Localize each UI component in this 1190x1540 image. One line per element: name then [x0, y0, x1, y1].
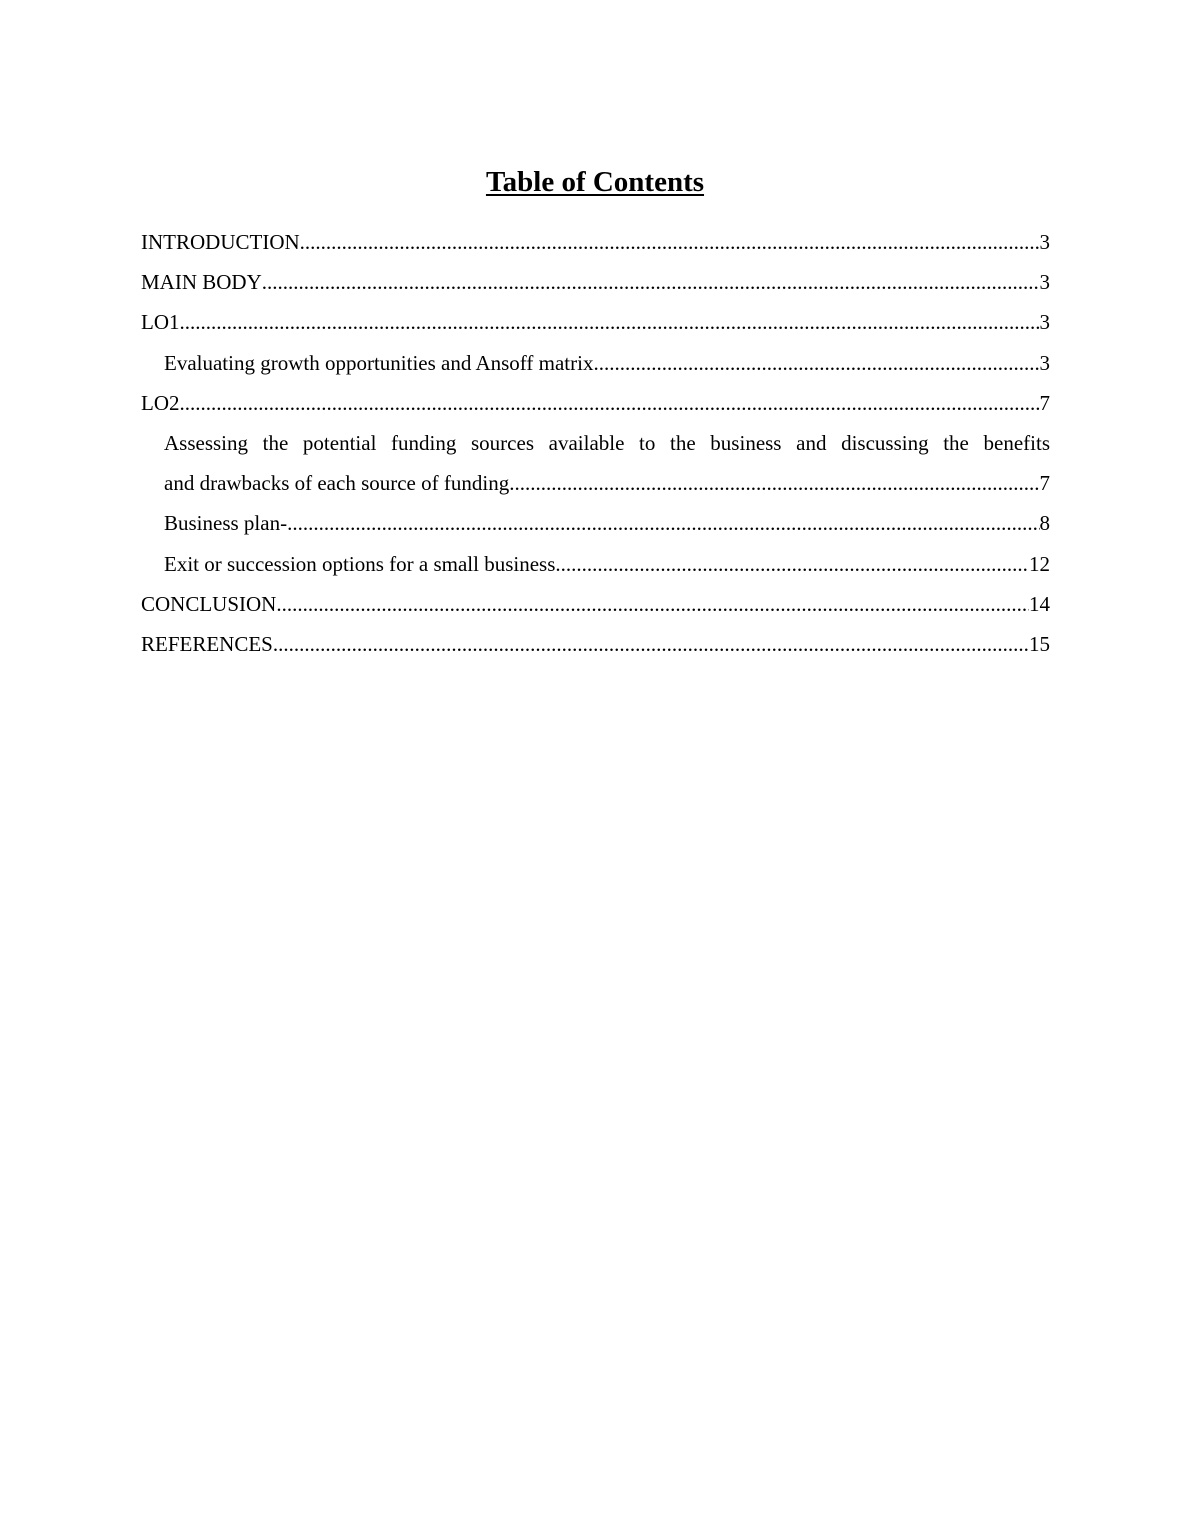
toc-entry-references[interactable]: [141, 624, 1050, 664]
toc-entry-label: LO1: [141, 310, 180, 335]
toc-entry-label: Exit or succession options for a small business: [164, 551, 556, 576]
dot-leader: [509, 463, 1039, 503]
toc-page-number: 7: [1039, 390, 1050, 415]
toc-page-number: 8: [1039, 511, 1050, 536]
dot-leader: [287, 503, 1039, 543]
toc-entry-label: REFERENCES: [141, 631, 273, 656]
toc-page-number: 3: [1039, 310, 1050, 335]
toc-entry-lo1[interactable]: [141, 302, 1050, 342]
toc-page-number: 3: [1039, 230, 1050, 254]
toc-entry-label: LO2: [141, 390, 180, 415]
toc-entry-exit-succession[interactable]: [141, 544, 1050, 584]
toc-entry-lo2[interactable]: [141, 383, 1050, 423]
toc-title: Table of Contents: [485, 166, 705, 198]
toc-entry-label: MAIN BODY: [141, 270, 262, 295]
toc-entry-label: INTRODUCTION: [141, 230, 300, 254]
toc-page-number: 3: [1039, 350, 1050, 375]
toc-entry-conclusion[interactable]: [141, 584, 1050, 624]
toc-page-number: 7: [1039, 471, 1050, 496]
dot-leader: [180, 302, 1040, 342]
toc-entry-label-line-2: and drawbacks of each source of funding: [164, 471, 510, 496]
toc-entry-label-line-1: Assessing the potential funding sources available to the business and discussing the benefits: [164, 430, 1050, 455]
dot-leader: [262, 262, 1040, 302]
toc-entry-evaluating-growth[interactable]: [141, 343, 1050, 383]
toc-entry-funding-sources[interactable]: [141, 423, 1050, 503]
dot-leader: [273, 624, 1029, 664]
toc-entry-introduction[interactable]: [141, 222, 1050, 262]
toc-entry-label: Business plan-: [164, 511, 288, 536]
dot-leader: [555, 544, 1029, 584]
toc-page-number: 14: [1029, 591, 1050, 616]
toc-page-number: 3: [1039, 270, 1050, 295]
dot-leader: [593, 343, 1039, 383]
table-of-contents: [141, 222, 1050, 664]
toc-entry-label: Evaluating growth opportunities and Ansoff matrix: [164, 350, 594, 375]
dot-leader: [180, 383, 1040, 423]
dot-leader: [276, 584, 1029, 624]
toc-page-number: 15: [1029, 631, 1050, 656]
toc-entry-label: CONCLUSION: [141, 591, 277, 616]
toc-entry-business-plan[interactable]: [141, 503, 1050, 543]
toc-page-number: 12: [1029, 551, 1050, 576]
dot-leader: [300, 222, 1040, 262]
toc-entry-main-body[interactable]: [141, 262, 1050, 302]
